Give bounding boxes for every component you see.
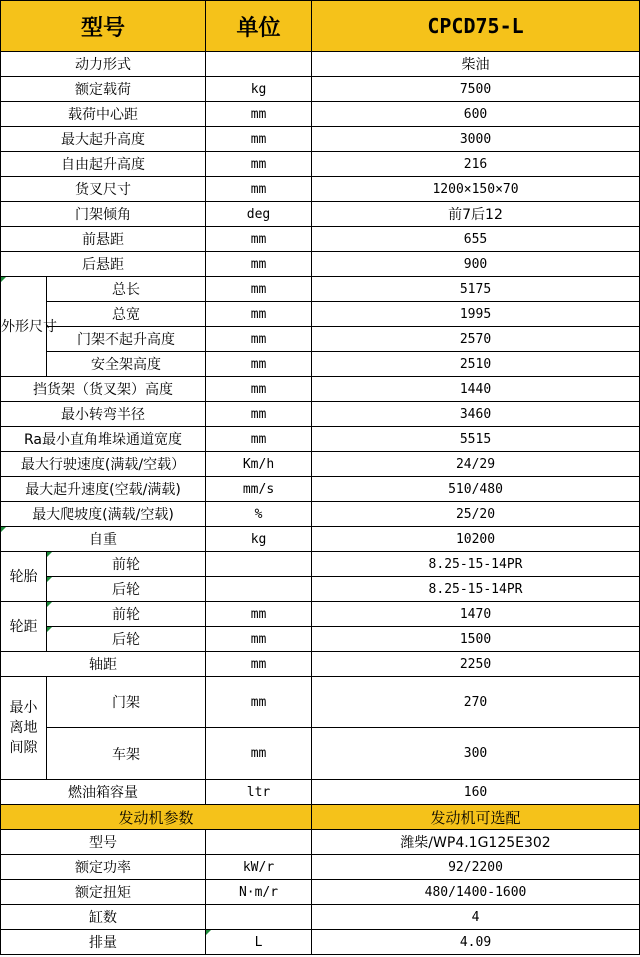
row-label: 前轮 [47,602,206,627]
table-row [1,402,640,427]
table-row [1,377,640,402]
table-row [1,552,640,577]
row-unit: mm [206,327,312,352]
row-value: 柴油 [312,52,640,77]
row-label: 排量 [1,930,206,955]
table-row [1,352,640,377]
row-label: 门架 [47,677,206,728]
row-value: 2570 [312,327,640,352]
table-row [1,577,640,602]
row-unit [206,905,312,930]
row-unit: mm [206,102,312,127]
row-value: 3000 [312,127,640,152]
table-row [1,905,640,930]
row-label: 最大行驶速度(满载/空载） [1,452,206,477]
row-label: 型号 [1,830,206,855]
row-label: 动力形式 [1,52,206,77]
row-value: 25/20 [312,502,640,527]
row-value: 1200×150×70 [312,177,640,202]
row-label: 额定载荷 [1,77,206,102]
row-value: 2250 [312,652,640,677]
row-label: 后轮 [47,627,206,652]
row-unit: mm/s [206,477,312,502]
row-value: 900 [312,252,640,277]
row-value: 1995 [312,302,640,327]
unit-header: 单位 [206,1,312,52]
row-value: 8.25-15-14PR [312,552,640,577]
row-value: 24/29 [312,452,640,477]
row-value: 2510 [312,352,640,377]
row-unit: mm [206,728,312,780]
row-unit: N·m/r [206,880,312,905]
group-label-clearance [1,677,47,780]
table-row [1,627,640,652]
row-unit: mm [206,177,312,202]
row-label: 门架不起升高度 [47,327,206,352]
row-unit: mm [206,627,312,652]
model-value-header: CPCD75-L [312,1,640,52]
table-row [1,427,640,452]
row-label: 载荷中心距 [1,102,206,127]
row-unit: mm [206,677,312,728]
row-label: 挡货架（货叉架）高度 [1,377,206,402]
row-unit: % [206,502,312,527]
table-row [1,677,640,728]
row-unit [206,552,312,577]
row-value: 216 [312,152,640,177]
table-row [1,477,640,502]
row-unit: deg [206,202,312,227]
row-label: 最大爬坡度(满载/空载) [1,502,206,527]
row-value: 600 [312,102,640,127]
table-row [1,855,640,880]
row-value: 前7后12 [312,202,640,227]
row-label: 自由起升高度 [1,152,206,177]
row-value: 510/480 [312,477,640,502]
row-unit: mm [206,252,312,277]
row-unit: mm [206,152,312,177]
row-value: 潍柴/WP4.1G125E302 [312,830,640,855]
row-label: 自重 [1,527,206,552]
row-value: 1500 [312,627,640,652]
group-label-tyres: 轮胎 [1,552,47,602]
row-unit: mm [206,652,312,677]
row-unit: mm [206,602,312,627]
row-label: 轴距 [1,652,206,677]
row-label: 总宽 [47,302,206,327]
row-label: 后轮 [47,577,206,602]
row-unit: kW/r [206,855,312,880]
row-label: 额定功率 [1,855,206,880]
header-row [1,1,640,52]
table-row [1,452,640,477]
table-row [1,502,640,527]
model-header: 型号 [1,1,206,52]
row-label: 货叉尺寸 [1,177,206,202]
table-row [1,930,640,955]
row-unit [206,577,312,602]
group-label-clearance-text: 最小离地间隙 [9,700,38,756]
row-label: 后悬距 [1,252,206,277]
row-unit: mm [206,277,312,302]
table-row [1,602,640,627]
row-unit: ltr [206,780,312,805]
row-value: 7500 [312,77,640,102]
row-unit: mm [206,402,312,427]
row-label: 缸数 [1,905,206,930]
group-label-dimensions: 外形尺寸 [1,277,47,377]
row-label: 最大起升速度(空载/满载) [1,477,206,502]
row-value: 4 [312,905,640,930]
row-unit [206,830,312,855]
table-row [1,152,640,177]
row-label: 燃油箱容量 [1,780,206,805]
row-unit: kg [206,527,312,552]
row-label: Ra最小直角堆垛通道宽度 [1,427,206,452]
row-value: 5515 [312,427,640,452]
row-value: 3460 [312,402,640,427]
row-value: 300 [312,728,640,780]
table-row [1,177,640,202]
row-unit: kg [206,77,312,102]
row-label: 额定扭矩 [1,880,206,905]
row-value: 1470 [312,602,640,627]
table-row [1,102,640,127]
row-label: 车架 [47,728,206,780]
row-label: 总长 [47,277,206,302]
row-unit: L [206,930,312,955]
table-row [1,880,640,905]
table-row [1,277,640,302]
row-unit: mm [206,227,312,252]
engine-options-title: 发动机可选配 [312,805,640,830]
table-row [1,227,640,252]
table-row [1,780,640,805]
row-value: 4.09 [312,930,640,955]
table-row [1,77,640,102]
row-label: 前悬距 [1,227,206,252]
group-label-tread: 轮距 [1,602,47,652]
table-row [1,728,640,780]
row-value: 92/2200 [312,855,640,880]
table-row [1,127,640,152]
table-row [1,652,640,677]
row-unit: Km/h [206,452,312,477]
table-row [1,327,640,352]
row-label: 安全架高度 [47,352,206,377]
row-value: 1440 [312,377,640,402]
row-value: 655 [312,227,640,252]
row-label: 前轮 [47,552,206,577]
table-row [1,830,640,855]
row-value: 5175 [312,277,640,302]
row-unit: mm [206,377,312,402]
engine-section-title: 发动机参数 [1,805,312,830]
row-label: 最大起升高度 [1,127,206,152]
row-unit [206,52,312,77]
row-label: 门架倾角 [1,202,206,227]
row-value: 270 [312,677,640,728]
row-value: 480/1400-1600 [312,880,640,905]
row-value: 8.25-15-14PR [312,577,640,602]
row-unit: mm [206,127,312,152]
row-unit: mm [206,302,312,327]
table-row [1,252,640,277]
table-row [1,202,640,227]
table-row [1,527,640,552]
table-row [1,52,640,77]
table-row [1,302,640,327]
row-value: 160 [312,780,640,805]
row-value: 10200 [312,527,640,552]
row-unit: mm [206,352,312,377]
engine-section-row [1,805,640,830]
row-label: 最小转弯半径 [1,402,206,427]
row-unit: mm [206,427,312,452]
